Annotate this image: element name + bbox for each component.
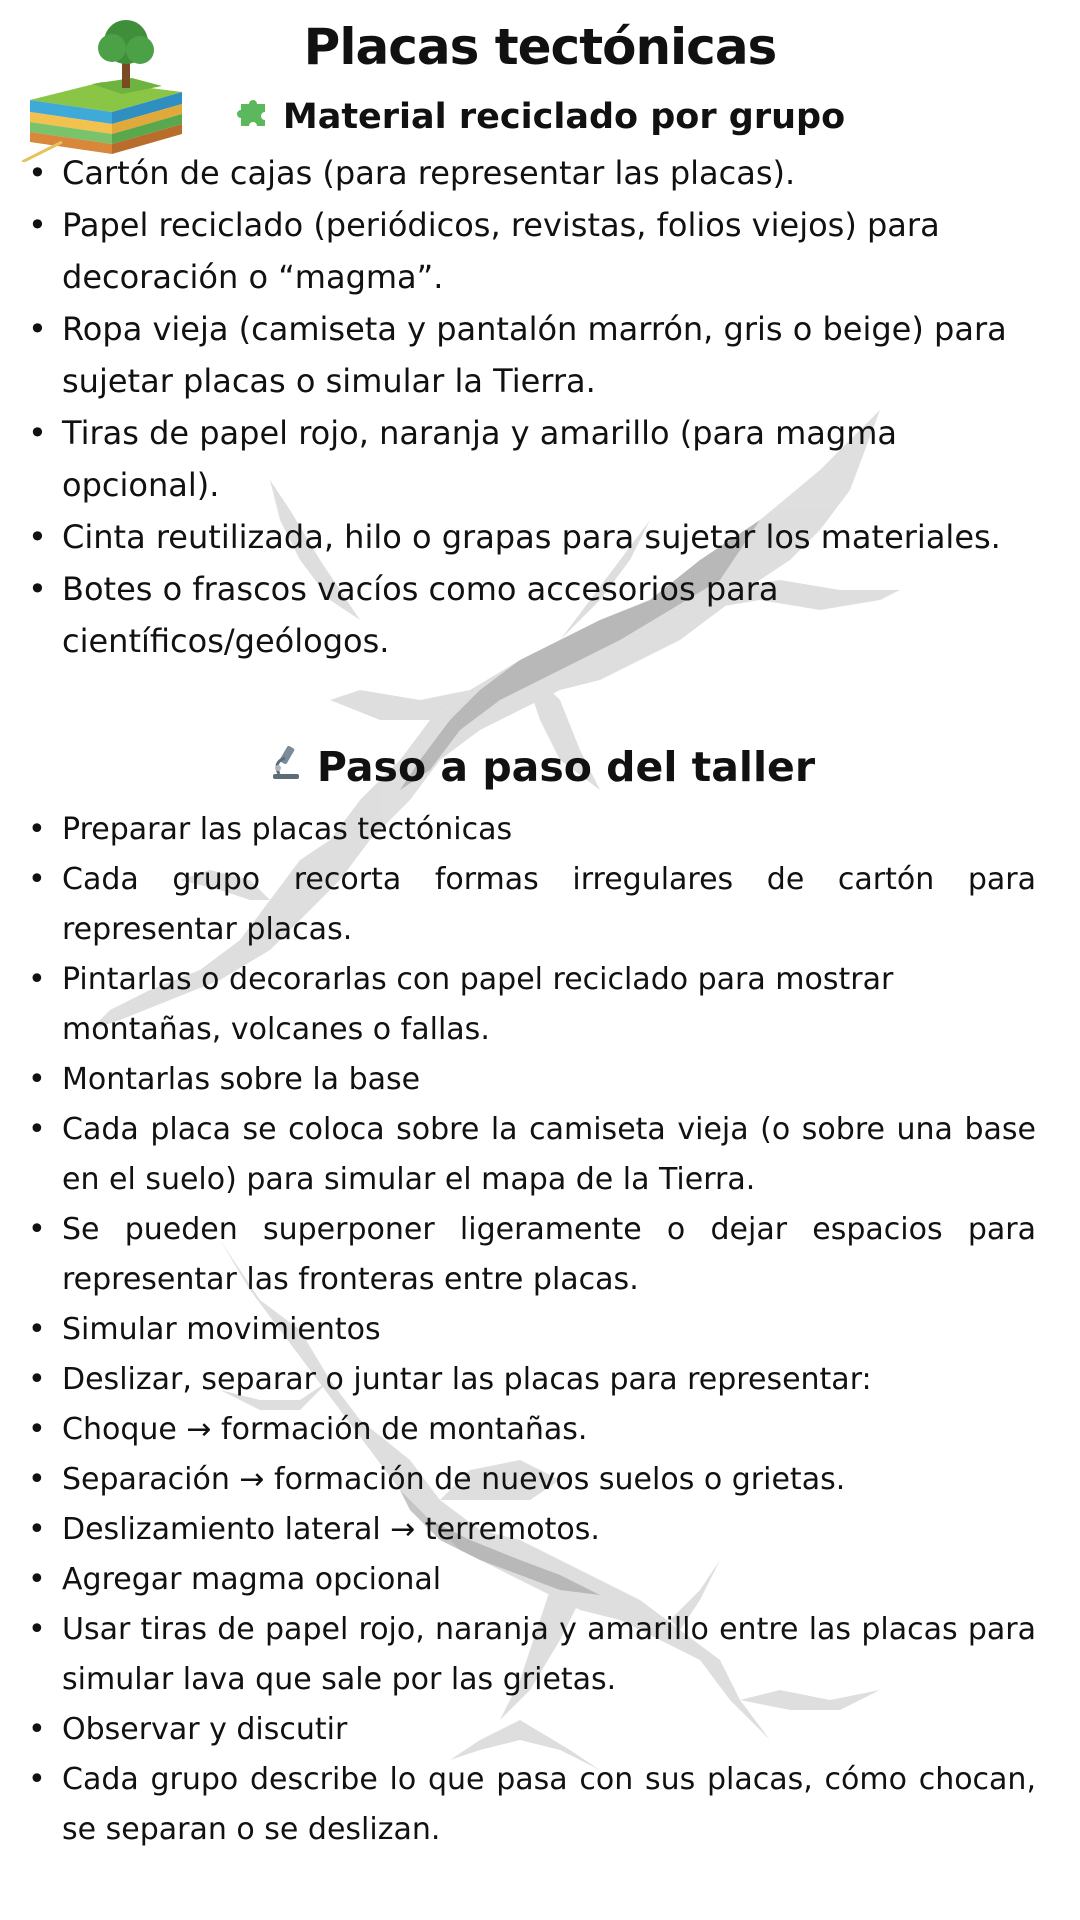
list-item: • Agregar magma opcional (26, 1555, 1036, 1605)
list-item: • Cada placa se coloca sobre la camiseta vieja (o sobre una base en el suelo) para simular el mapa de la Tierra. (26, 1105, 1036, 1205)
list-item: • Choque → formación de montañas. (26, 1405, 1036, 1455)
list-item: • Observar y discutir (26, 1705, 1036, 1755)
steps-heading (0, 742, 1080, 792)
list-item: • Pintarlas o decorarlas con papel reciclado para mostrar montañas, volcanes o fallas. (26, 955, 1036, 1055)
list-item: • Ropa vieja (camiseta y pantalón marrón, gris o beige) para sujetar placas o simular la Tierra. (26, 303, 1046, 407)
list-item: • Simular movimientos (26, 1305, 1036, 1355)
microscope-icon (265, 742, 305, 792)
list-item: • Botes o frascos vacíos como accesorios para científicos/geólogos. (26, 563, 1046, 667)
list-item: • Cinta reutilizada, hilo o grapas para sujetar los materiales. (26, 511, 1046, 563)
puzzle-piece-icon (235, 94, 271, 139)
list-item: • Papel reciclado (periódicos, revistas, folios viejos) para decoración o “magma”. (26, 199, 1046, 303)
materials-heading-text: Material reciclado por grupo (282, 96, 846, 137)
list-item: • Deslizar, separar o juntar las placas para representar: (26, 1355, 1036, 1405)
list-item: • Se pueden superponer ligeramente o dejar espacios para representar las fronteras entre placas. (26, 1205, 1036, 1305)
list-item: • Cartón de cajas (para representar las placas). (26, 147, 1046, 199)
list-item: • Montarlas sobre la base (26, 1055, 1036, 1105)
list-item: • Cada grupo recorta formas irregulares de cartón para representar placas. (26, 855, 1036, 955)
list-item: • Tiras de papel rojo, naranja y amarillo (para magma opcional). (26, 407, 1046, 511)
list-item: • Separación → formación de nuevos suelos o grietas. (26, 1455, 1036, 1505)
materials-list (26, 147, 1046, 667)
list-item: • Usar tiras de papel rojo, naranja y amarillo entre las placas para simular lava que sale por las grietas. (26, 1605, 1036, 1705)
materials-heading (0, 94, 1080, 139)
steps-heading-text: Paso a paso del taller (316, 743, 816, 791)
list-item: • Preparar las placas tectónicas (26, 805, 1036, 855)
steps-list (26, 805, 1036, 1855)
list-item: • Cada grupo describe lo que pasa con sus placas, cómo chocan, se separan o se deslizan. (26, 1755, 1036, 1855)
list-item: • Deslizamiento lateral → terremotos. (26, 1505, 1036, 1555)
page-title: Placas tectónicas (303, 18, 777, 76)
